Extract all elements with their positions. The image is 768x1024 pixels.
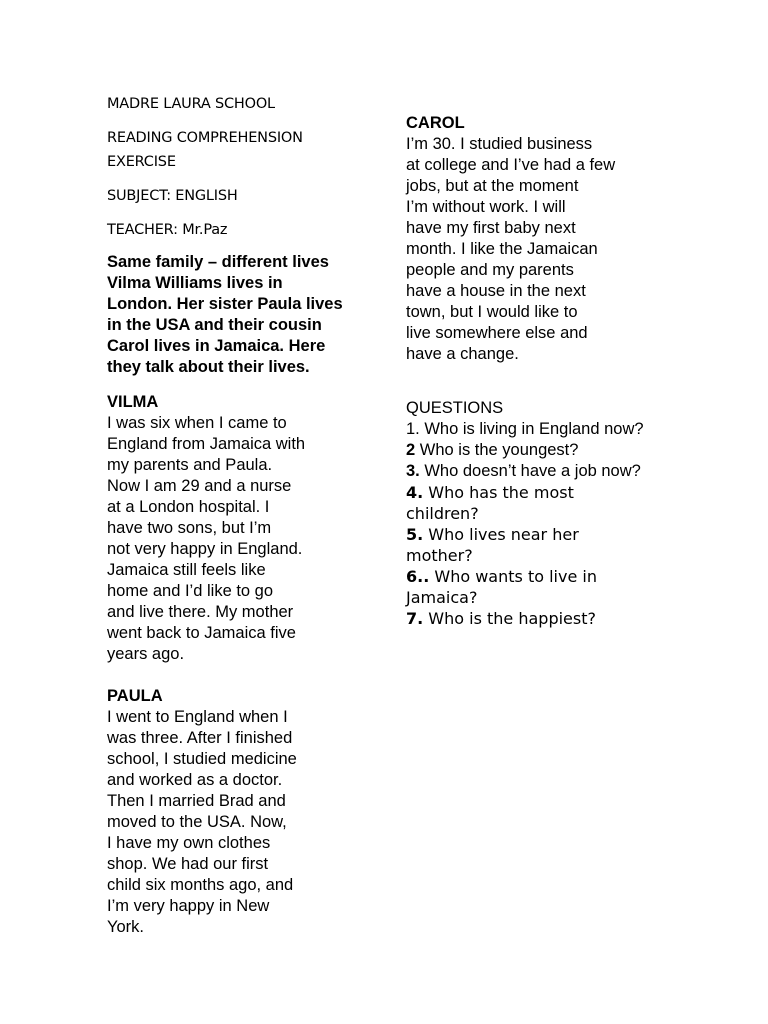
paula-line: York. [107,918,144,936]
vilma-line: have two sons, but I’m [107,519,272,537]
question-6 [406,566,746,587]
paula-line: was three. After I finished [107,729,293,747]
intro-line: Carol lives in Jamaica. Here [107,337,326,355]
question-2 [406,440,746,461]
question-number: 4. [406,483,424,502]
paula-line: shop. We had our first [107,855,269,873]
question-number: 5. [406,525,424,544]
question-text: Who is the youngest? [415,441,579,459]
school-name: MADRE LAURA SCHOOL [107,96,275,112]
teacher-line: TEACHER: Mr.Paz [107,222,228,238]
intro-paragraph [107,252,387,378]
carol-section [406,113,746,365]
right-column [406,113,746,629]
exercise-title-line2: EXERCISE [107,154,176,170]
exercise-title [107,126,387,174]
question-5-continued: mother? [406,546,473,565]
paula-line: and worked as a doctor. [107,771,283,789]
vilma-line: I was six when I came to [107,414,287,432]
vilma-line: Jamaica still feels like [107,561,266,579]
question-text: Who has the most [423,483,574,502]
vilma-line: England from Jamaica with [107,435,306,453]
subject-line: SUBJECT: ENGLISH [107,188,238,204]
intro-line: in the USA and their cousin [107,316,322,334]
paula-line: Then I married Brad and [107,792,286,810]
question-5 [406,524,746,545]
paula-line: school, I studied medicine [107,750,297,768]
carol-line: town, but I would like to [406,303,578,321]
exercise-title-line1: READING COMPREHENSION [107,130,303,146]
vilma-line: home and I’d like to go [107,582,274,600]
question-4 [406,482,746,503]
carol-line: I’m 30. I studied business [406,135,593,153]
paula-line: child six months ago, and [107,876,294,894]
left-column [107,92,387,938]
carol-line: I’m without work. I will [406,198,566,216]
intro-line: Vilma Williams lives in [107,274,283,292]
question-number: 2 [406,441,416,459]
vilma-heading: VILMA [107,393,159,411]
carol-line: at college and I’ve had a few [406,156,616,174]
carol-line: jobs, but at the moment [406,177,579,195]
carol-line: have a house in the next [406,282,586,300]
question-text: Who doesn’t have a job now? [419,462,641,480]
question-4-continued: children? [406,504,479,523]
vilma-line: years ago. [107,645,185,663]
carol-line: live somewhere else and [406,324,588,342]
questions-heading: QUESTIONS [406,399,504,417]
carol-line: people and my parents [406,261,574,279]
carol-heading: CAROL [406,114,465,132]
question-text: Who is the happiest? [423,609,596,628]
question-1: 1. Who is living in England now? [406,420,644,438]
paula-line: I have my own clothes [107,834,271,852]
paula-line: I went to England when I [107,708,288,726]
paula-heading: PAULA [107,687,163,705]
vilma-line: and live there. My mother [107,603,294,621]
vilma-line: went back to Jamaica five [107,624,296,642]
intro-line: Same family – different lives [107,253,329,271]
question-3 [406,461,746,482]
question-text: Who lives near her [423,525,579,544]
vilma-section [107,392,387,665]
vilma-line: my parents and Paula. [107,456,273,474]
vilma-line: not very happy in England. [107,540,303,558]
carol-line: month. I like the Jamaican [406,240,598,258]
intro-line: London. Her sister Paula lives [107,295,343,313]
carol-line: have my first baby next [406,219,576,237]
vilma-line: at a London hospital. I [107,498,270,516]
vilma-line: Now I am 29 and a nurse [107,477,292,495]
question-7 [406,608,746,629]
questions-section [406,398,746,629]
paula-line: I’m very happy in New [107,897,270,915]
question-number: 7. [406,609,424,628]
carol-line: have a change. [406,345,519,363]
question-6-continued: Jamaica? [406,588,478,607]
paula-line: moved to the USA. Now, [107,813,287,831]
question-number: 3. [406,462,420,480]
question-number: 6.. [406,567,430,586]
paula-section [107,686,387,938]
intro-line: they talk about their lives. [107,358,310,376]
question-text: Who wants to live in [429,567,597,586]
